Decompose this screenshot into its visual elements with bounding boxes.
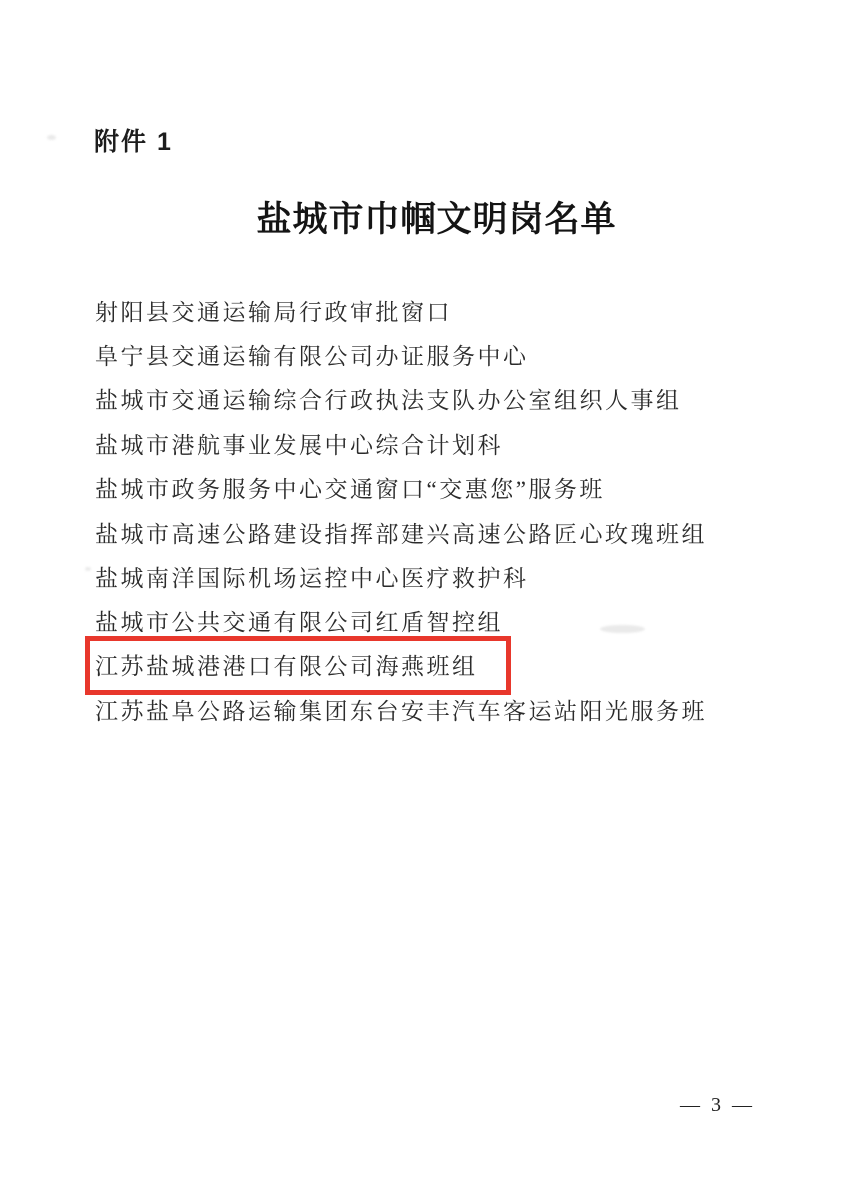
attachment-label: 附件 1 [94,128,173,156]
list-item-text: 射阳县交通运输局行政审批窗口 [95,299,452,325]
list-item [95,554,807,598]
list-item [95,332,807,376]
scan-smudge [85,567,91,571]
list-item-text: 盐城市交通运输综合行政执法支队办公室组织人事组 [95,388,682,414]
list-item [95,288,807,332]
page-number: — 3 — [680,1094,755,1116]
scan-smudge [600,625,645,633]
list-item-text: 阜宁县交通运输有限公司办证服务中心 [95,344,529,370]
list-item-text: 盐城市港航事业发展中心综合计划科 [95,432,503,458]
page-title: 盐城市巾帼文明岗名单 [256,200,617,239]
list-item-text: 盐城南洋国际机场运控中心医疗救护科 [95,566,529,592]
highlight-box: 江苏盐城港港口有限公司海燕班组 [85,636,511,695]
scan-smudge [47,135,56,140]
list-item-text: 江苏盐阜公路运输集团东台安丰汽车客运站阳光服务班 [95,699,707,725]
list-item [95,466,807,510]
list-item-text: 盐城市政务服务中心交通窗口“交惠您”服务班 [95,477,605,503]
list-item-highlighted [95,643,807,687]
list-item [95,377,807,421]
list-item-text: 盐城市公共交通有限公司红盾智控组 [95,610,503,636]
honor-list [95,288,807,732]
list-item-text: 盐城市高速公路建设指挥部建兴高速公路匠心玫瑰班组 [95,521,707,547]
list-item [95,421,807,465]
list-item [95,510,807,554]
